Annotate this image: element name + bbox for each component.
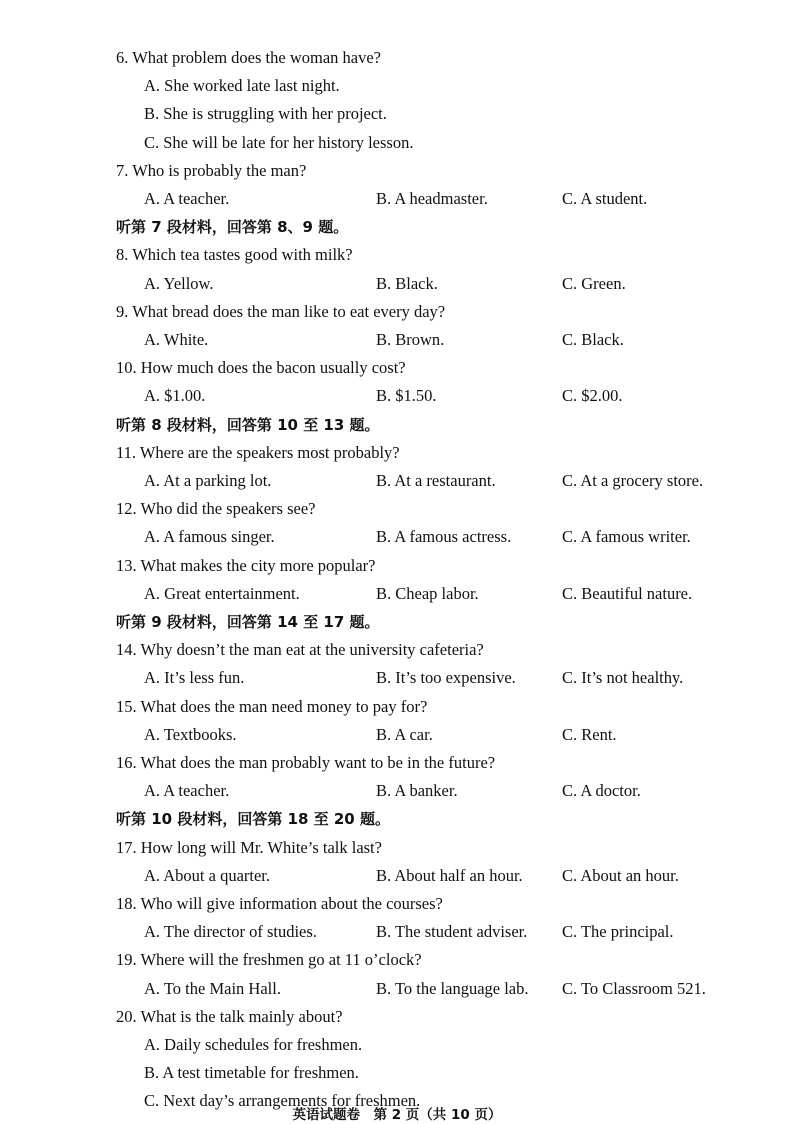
- question-stem: 14. Why doesn’t the man eat at the university cafeteria?: [116, 640, 484, 660]
- answer-option: A. About a quarter.: [144, 865, 271, 885]
- answer-option: B. Brown.: [376, 330, 445, 349]
- answer-option: C. She will be late for her history lesson.: [144, 132, 414, 152]
- answer-option: B. A test timetable for freshmen.: [144, 1063, 359, 1083]
- question-stem: 18. Who will give information about the courses?: [116, 894, 443, 913]
- option-row: [0, 664, 794, 692]
- option-row: [0, 721, 794, 749]
- answer-option: A. A teacher.: [144, 781, 230, 801]
- question-stem: 10. How much does the bacon usually cost?: [116, 358, 406, 378]
- answer-option: A. Great entertainment.: [144, 583, 300, 603]
- answer-option: B. It’s too expensive.: [376, 668, 516, 688]
- answer-option: C. About an hour.: [562, 865, 679, 885]
- answer-option: B. A famous actress.: [376, 527, 512, 547]
- answer-option: B. About half an hour.: [376, 865, 523, 885]
- section-instruction: 听第 8 段材料，回答第 10 至 13 题。: [116, 415, 380, 434]
- question-stem: 19. Where will the freshmen go at 11 o’clock?: [116, 950, 422, 970]
- answer-option: C. At a grocery store.: [562, 471, 704, 490]
- answer-option: C. Beautiful nature.: [562, 583, 693, 603]
- question-stem: 12. Who did the speakers see?: [116, 499, 316, 519]
- answer-option: B. A banker.: [376, 781, 458, 801]
- option-row: [0, 862, 794, 890]
- answer-option: B. She is struggling with her project.: [144, 104, 387, 124]
- question-stem: 6. What problem does the woman have?: [116, 48, 381, 67]
- answer-option: A. The director of studies.: [144, 922, 317, 942]
- answer-option: C. A doctor.: [562, 781, 641, 801]
- question-stem: 8. Which tea tastes good with milk?: [116, 245, 353, 265]
- question-stem: 13. What makes the city more popular?: [116, 555, 376, 575]
- answer-option: C. $2.00.: [562, 386, 623, 406]
- answer-option: C. Black.: [562, 330, 624, 349]
- answer-option: A. She worked late last night.: [144, 76, 340, 96]
- question-stem: 17. How long will Mr. White’s talk last?: [116, 837, 382, 857]
- answer-option: A. Daily schedules for freshmen.: [144, 1035, 363, 1054]
- option-row: [0, 326, 794, 354]
- answer-option: C. A student.: [562, 189, 648, 208]
- answer-option: A. It’s less fun.: [144, 668, 245, 688]
- option-row: [0, 382, 794, 410]
- answer-option: A. A famous singer.: [144, 527, 275, 547]
- option-row: [0, 467, 794, 495]
- option-row: [0, 523, 794, 551]
- answer-option: C. To Classroom 521.: [562, 978, 706, 998]
- answer-option: C. Rent.: [562, 724, 617, 744]
- answer-option: B. A car.: [376, 724, 433, 744]
- question-stem: 7. Who is probably the man?: [116, 160, 307, 180]
- option-row: [0, 270, 794, 298]
- answer-option: C. A famous writer.: [562, 527, 691, 547]
- answer-option: B. A headmaster.: [376, 189, 488, 208]
- answer-option: C. The principal.: [562, 922, 674, 942]
- answer-option: B. At a restaurant.: [376, 471, 496, 490]
- answer-option: C. Green.: [562, 273, 626, 293]
- section-instruction: 听第 9 段材料，回答第 14 至 17 题。: [116, 613, 380, 631]
- answer-option: A. At a parking lot.: [144, 471, 272, 490]
- answer-option: A. A teacher.: [144, 189, 230, 208]
- section-instruction: 听第 10 段材料，回答第 18 至 20 题。: [116, 810, 390, 829]
- question-stem: 15. What does the man need money to pay for?: [116, 696, 428, 716]
- answer-option: B. To the language lab.: [376, 978, 529, 998]
- answer-option: A. White.: [144, 330, 209, 349]
- question-stem: 16. What does the man probably want to be in the future?: [116, 753, 496, 772]
- question-stem: 9. What bread does the man like to eat every day?: [116, 301, 446, 321]
- answer-option: C. Next day’s arrangements for freshmen.: [144, 1091, 421, 1111]
- option-row: [0, 918, 794, 946]
- option-row: [0, 975, 794, 1003]
- option-row: [0, 777, 794, 805]
- answer-option: A. Yellow.: [144, 273, 214, 293]
- option-row: [0, 580, 794, 608]
- option-row: [0, 185, 794, 213]
- answer-option: B. $1.50.: [376, 386, 437, 406]
- answer-option: B. Black.: [376, 273, 438, 293]
- question-stem: 20. What is the talk mainly about?: [116, 1006, 343, 1026]
- answer-option: A. Textbooks.: [144, 724, 237, 744]
- answer-option: A. To the Main Hall.: [144, 978, 281, 998]
- answer-option: A. $1.00.: [144, 386, 206, 406]
- section-instruction: 听第 7 段材料，回答第 8、9 题。: [116, 218, 349, 237]
- answer-option: C. It’s not healthy.: [562, 668, 684, 688]
- page-footer: 英语试题卷 第 2 页（共 10 页）: [292, 1107, 502, 1123]
- answer-option: B. Cheap labor.: [376, 583, 479, 603]
- question-stem: 11. Where are the speakers most probably?: [116, 442, 400, 462]
- answer-option: B. The student adviser.: [376, 922, 528, 942]
